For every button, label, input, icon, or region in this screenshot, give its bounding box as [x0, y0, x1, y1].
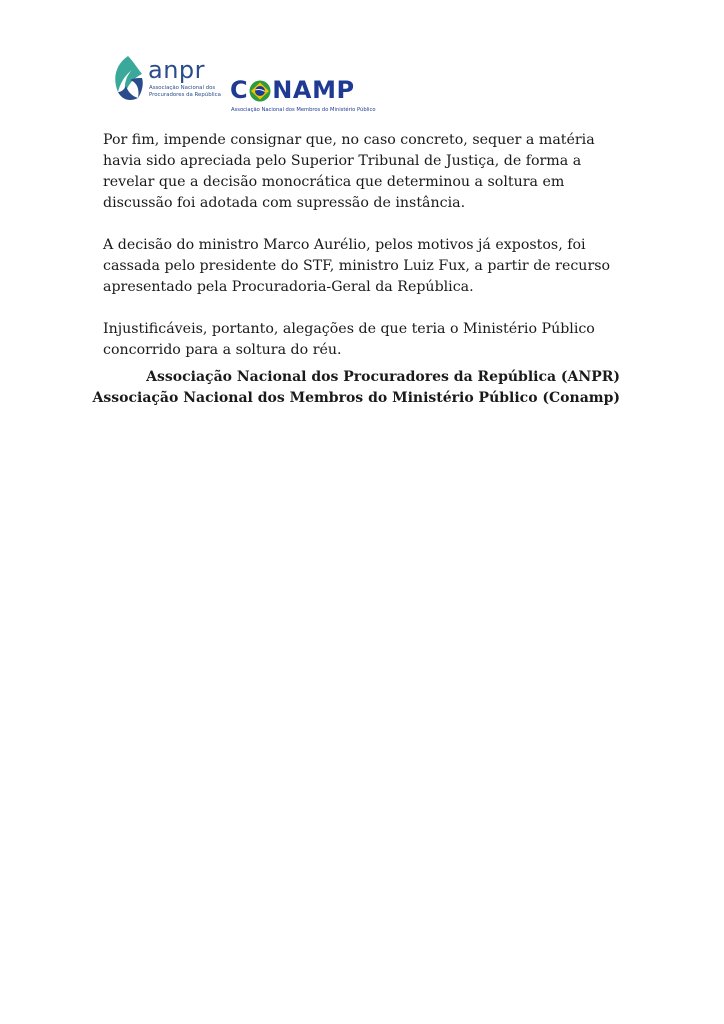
conamp-wordmark-c: C	[230, 76, 249, 104]
anpr-logo	[108, 50, 223, 112]
conamp-subtitle: Associação Nacional dos Membros do Ministério Público	[231, 107, 376, 113]
body-text	[103, 130, 628, 382]
header-logos	[108, 50, 408, 120]
anpr-emblem-icon	[108, 54, 148, 104]
paragraph-2: A decisão do ministro Marco Aurélio, pelos motivos já expostos, foi cassada pelo presidente do STF, ministro Luiz Fux, a partir de recurso apresentado pela Procuradoria-Geral da República.	[103, 237, 611, 295]
anpr-wordmark: anpr	[148, 56, 206, 84]
brazil-flag-o-icon	[249, 80, 271, 102]
anpr-subtitle: Associação Nacional dos Procuradores da República	[149, 85, 221, 98]
signature-block	[93, 367, 620, 409]
signature-conamp: Associação Nacional dos Membros do Ministério Público (Conamp)	[92, 390, 620, 406]
conamp-wordmark	[230, 76, 355, 104]
signature-anpr: Associação Nacional dos Procuradores da República (ANPR)	[146, 369, 620, 385]
conamp-wordmark-rest: NAMP	[272, 76, 355, 104]
paragraph-3: Injustificáveis, portanto, alegações de que teria o Ministério Público concorrido para a soltura do réu.	[103, 321, 595, 358]
conamp-logo	[230, 76, 380, 116]
paragraph-1: Por fim, impende consignar que, no caso concreto, sequer a matéria havia sido apreciada pelo Superior Tribunal de Justiça, de forma a revelar que a decisão monocrática que determinou a soltura em discussão foi adotada com supressão de instância.	[103, 132, 595, 211]
